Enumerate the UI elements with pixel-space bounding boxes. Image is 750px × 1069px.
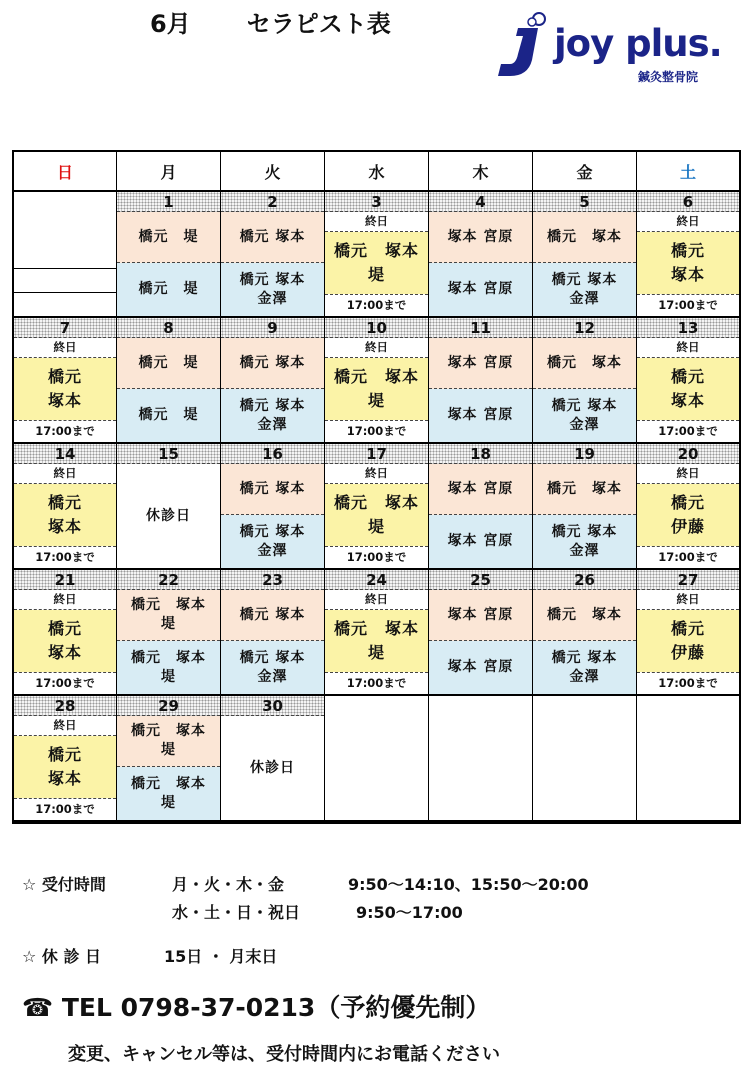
all-day-label: 終日 bbox=[325, 464, 428, 484]
day-staff: 橋元 塚本 bbox=[14, 358, 116, 420]
morning-staff: 橋元 塚本 bbox=[533, 212, 636, 263]
date-number: 21 bbox=[14, 570, 116, 590]
date-number: 1 bbox=[117, 192, 220, 212]
all-day-label: 終日 bbox=[325, 590, 428, 610]
day-staff: 橋元 塚本 bbox=[637, 232, 739, 294]
weekday-header-sat: 土 bbox=[637, 152, 739, 192]
date-number: 9 bbox=[221, 318, 324, 338]
date-number: 20 bbox=[637, 444, 739, 464]
day-staff: 橋元 塚本 堤 bbox=[325, 358, 428, 420]
date-number: 5 bbox=[533, 192, 636, 212]
calendar-day-cell bbox=[533, 192, 637, 318]
calendar-day-cell bbox=[429, 318, 533, 444]
page-title bbox=[150, 4, 391, 39]
calendar-day-cell bbox=[637, 696, 739, 822]
hours-row-2 bbox=[22, 900, 463, 923]
calendar-day-cell bbox=[14, 696, 117, 822]
weekday-header-fri: 金 bbox=[533, 152, 637, 192]
morning-staff: 橋元 塚本 bbox=[221, 464, 324, 515]
calendar-day-cell bbox=[637, 570, 739, 696]
calendar-day-cell bbox=[533, 570, 637, 696]
calendar-day-cell bbox=[14, 192, 117, 318]
morning-staff: 塚本 宮原 bbox=[429, 464, 532, 515]
schedule-calendar bbox=[12, 150, 741, 824]
calendar-day-cell bbox=[221, 444, 325, 570]
afternoon-staff: 橋元 塚本 金澤 bbox=[533, 263, 636, 316]
weekday-header-mon: 月 bbox=[117, 152, 221, 192]
morning-staff: 橋元 塚本 bbox=[533, 338, 636, 389]
closing-time-label: 17:00まで bbox=[325, 420, 428, 442]
afternoon-staff: 橋元 塚本 金澤 bbox=[221, 641, 324, 694]
all-day-label: 終日 bbox=[14, 716, 116, 736]
date-number: 23 bbox=[221, 570, 324, 590]
calendar-day-cell bbox=[325, 696, 429, 822]
date-number: 7 bbox=[14, 318, 116, 338]
weekday-header-tue: 火 bbox=[221, 152, 325, 192]
morning-staff: 橋元 堤 bbox=[117, 338, 220, 389]
calendar-day-cell bbox=[221, 192, 325, 318]
closing-time-label: 17:00まで bbox=[14, 420, 116, 442]
date-number: 19 bbox=[533, 444, 636, 464]
page-header bbox=[0, 0, 750, 150]
closing-time-label: 17:00まで bbox=[637, 420, 739, 442]
all-day-label: 終日 bbox=[14, 464, 116, 484]
day-staff: 橋元 塚本 bbox=[637, 358, 739, 420]
phone-icon: ☎ bbox=[22, 993, 54, 1022]
date-number: 30 bbox=[221, 696, 324, 716]
calendar-day-cell bbox=[429, 696, 533, 822]
closing-time-label: 17:00まで bbox=[637, 294, 739, 316]
date-number: 22 bbox=[117, 570, 220, 590]
afternoon-staff: 橋元 塚本 堤 bbox=[117, 767, 220, 820]
afternoon-staff: 橋元 堤 bbox=[117, 263, 220, 316]
logo-subtext: 鍼灸整骨院 bbox=[638, 70, 699, 84]
day-staff: 橋元 塚本 bbox=[14, 484, 116, 546]
contact-note: 変更、キャンセル等は、受付時間内にお電話ください bbox=[68, 1044, 500, 1065]
calendar-day-cell bbox=[325, 570, 429, 696]
afternoon-staff: 橋元 塚本 金澤 bbox=[221, 263, 324, 316]
closing-time-label: 17:00まで bbox=[637, 672, 739, 694]
afternoon-staff: 橋元 塚本 堤 bbox=[117, 641, 220, 694]
date-number: 25 bbox=[429, 570, 532, 590]
all-day-label: 終日 bbox=[325, 212, 428, 232]
all-day-label: 終日 bbox=[14, 590, 116, 610]
morning-staff: 橋元 塚本 bbox=[533, 464, 636, 515]
cell-divider bbox=[14, 292, 116, 293]
afternoon-staff: 橋元 塚本 金澤 bbox=[221, 515, 324, 568]
date-number: 16 bbox=[221, 444, 324, 464]
calendar-day-cell bbox=[14, 444, 117, 570]
hours-time-1: 9:50～14:10、15:50～20:00 bbox=[348, 875, 589, 894]
calendar-day-cell bbox=[14, 570, 117, 696]
day-staff: 橋元 塚本 bbox=[14, 610, 116, 672]
date-number: 14 bbox=[14, 444, 116, 464]
date-number: 2 bbox=[221, 192, 324, 212]
date-number: 15 bbox=[117, 444, 220, 464]
date-number: 10 bbox=[325, 318, 428, 338]
all-day-label: 終日 bbox=[637, 464, 739, 484]
afternoon-staff: 塚本 宮原 bbox=[429, 389, 532, 442]
calendar-day-cell bbox=[325, 444, 429, 570]
calendar-day-cell bbox=[14, 318, 117, 444]
date-number: 12 bbox=[533, 318, 636, 338]
day-staff: 橋元 伊藤 bbox=[637, 484, 739, 546]
date-number: 18 bbox=[429, 444, 532, 464]
hours-days-1: 月・火・木・金 bbox=[172, 875, 285, 894]
day-staff: 橋元 塚本 bbox=[14, 736, 116, 798]
phone-line bbox=[22, 988, 490, 1024]
calendar-day-cell bbox=[117, 192, 221, 318]
closing-time-label: 17:00まで bbox=[14, 798, 116, 820]
calendar-day-cell bbox=[637, 318, 739, 444]
calendar-day-cell bbox=[429, 570, 533, 696]
closing-time-label: 17:00まで bbox=[637, 546, 739, 568]
date-number: 17 bbox=[325, 444, 428, 464]
calendar-day-cell bbox=[637, 192, 739, 318]
logo-j-mark-icon bbox=[492, 10, 552, 80]
calendar-day-cell bbox=[533, 444, 637, 570]
afternoon-staff: 橋元 塚本 金澤 bbox=[533, 641, 636, 694]
calendar-day-cell bbox=[325, 192, 429, 318]
morning-staff: 橋元 塚本 bbox=[221, 590, 324, 641]
afternoon-staff: 橋元 堤 bbox=[117, 389, 220, 442]
afternoon-staff: 塚本 宮原 bbox=[429, 263, 532, 316]
morning-staff: 橋元 塚本 bbox=[221, 212, 324, 263]
calendar-day-cell bbox=[117, 696, 221, 822]
calendar-day-cell bbox=[221, 570, 325, 696]
weekday-header-sun: 日 bbox=[14, 152, 117, 192]
closing-time-label: 17:00まで bbox=[325, 546, 428, 568]
month-label: 6月 bbox=[150, 10, 191, 38]
closed-label: ☆ 休 診 日 bbox=[22, 947, 102, 966]
hours-row-1 bbox=[22, 872, 589, 895]
closing-time-label: 17:00まで bbox=[325, 672, 428, 694]
calendar-day-cell bbox=[221, 696, 325, 822]
calendar-day-cell bbox=[533, 696, 637, 822]
calendar-day-cell bbox=[637, 444, 739, 570]
closed-value: 15日 ・ 月末日 bbox=[164, 947, 278, 966]
day-staff: 橋元 塚本 堤 bbox=[325, 484, 428, 546]
calendar-day-cell bbox=[221, 318, 325, 444]
all-day-label: 終日 bbox=[637, 590, 739, 610]
weekday-header-wed: 水 bbox=[325, 152, 429, 192]
date-number: 13 bbox=[637, 318, 739, 338]
day-staff: 橋元 伊藤 bbox=[637, 610, 739, 672]
date-number: 8 bbox=[117, 318, 220, 338]
date-number: 11 bbox=[429, 318, 532, 338]
morning-staff: 橋元 堤 bbox=[117, 212, 220, 263]
date-number: 26 bbox=[533, 570, 636, 590]
afternoon-staff: 橋元 塚本 金澤 bbox=[533, 515, 636, 568]
hours-time-2: 9:50～17:00 bbox=[356, 903, 463, 922]
calendar-day-cell bbox=[117, 318, 221, 444]
morning-staff: 橋元 塚本 bbox=[221, 338, 324, 389]
calendar-day-cell bbox=[429, 192, 533, 318]
day-staff: 橋元 塚本 堤 bbox=[325, 610, 428, 672]
closed-days-row bbox=[22, 944, 277, 967]
calendar-day-cell bbox=[429, 444, 533, 570]
date-number: 28 bbox=[14, 696, 116, 716]
date-number: 6 bbox=[637, 192, 739, 212]
morning-staff: 橋元 塚本 bbox=[533, 590, 636, 641]
calendar-day-cell bbox=[325, 318, 429, 444]
morning-staff: 橋元 塚本 堤 bbox=[117, 590, 220, 641]
weekday-header-thu: 木 bbox=[429, 152, 533, 192]
date-number: 3 bbox=[325, 192, 428, 212]
morning-staff: 塚本 宮原 bbox=[429, 212, 532, 263]
hours-label: ☆ 受付時間 bbox=[22, 875, 106, 894]
cell-divider bbox=[14, 268, 116, 269]
morning-staff: 橋元 塚本 堤 bbox=[117, 716, 220, 767]
phone-number: TEL 0798-37-0213（予約優先制） bbox=[61, 993, 491, 1022]
calendar-day-cell bbox=[117, 444, 221, 570]
title-text: セラピスト表 bbox=[246, 10, 391, 38]
afternoon-staff: 塚本 宮原 bbox=[429, 641, 532, 694]
afternoon-staff: 橋元 塚本 金澤 bbox=[533, 389, 636, 442]
morning-staff: 塚本 宮原 bbox=[429, 590, 532, 641]
all-day-label: 終日 bbox=[637, 338, 739, 358]
all-day-label: 終日 bbox=[325, 338, 428, 358]
closing-time-label: 17:00まで bbox=[325, 294, 428, 316]
closed-day-label: 休診日 bbox=[146, 507, 191, 524]
date-number: 29 bbox=[117, 696, 220, 716]
calendar-day-cell bbox=[117, 570, 221, 696]
closing-time-label: 17:00まで bbox=[14, 546, 116, 568]
date-number: 27 bbox=[637, 570, 739, 590]
all-day-label: 終日 bbox=[14, 338, 116, 358]
calendar-day-cell bbox=[533, 318, 637, 444]
afternoon-staff: 橋元 塚本 金澤 bbox=[221, 389, 324, 442]
date-number: 4 bbox=[429, 192, 532, 212]
clinic-logo bbox=[492, 8, 732, 84]
closing-time-label: 17:00まで bbox=[14, 672, 116, 694]
logo-text: joy plus. bbox=[554, 22, 722, 65]
date-number: 24 bbox=[325, 570, 428, 590]
morning-staff: 塚本 宮原 bbox=[429, 338, 532, 389]
all-day-label: 終日 bbox=[637, 212, 739, 232]
hours-days-2: 水・土・日・祝日 bbox=[172, 903, 301, 922]
closed-day-label: 休診日 bbox=[250, 759, 295, 776]
day-staff: 橋元 塚本 堤 bbox=[325, 232, 428, 294]
afternoon-staff: 塚本 宮原 bbox=[429, 515, 532, 568]
